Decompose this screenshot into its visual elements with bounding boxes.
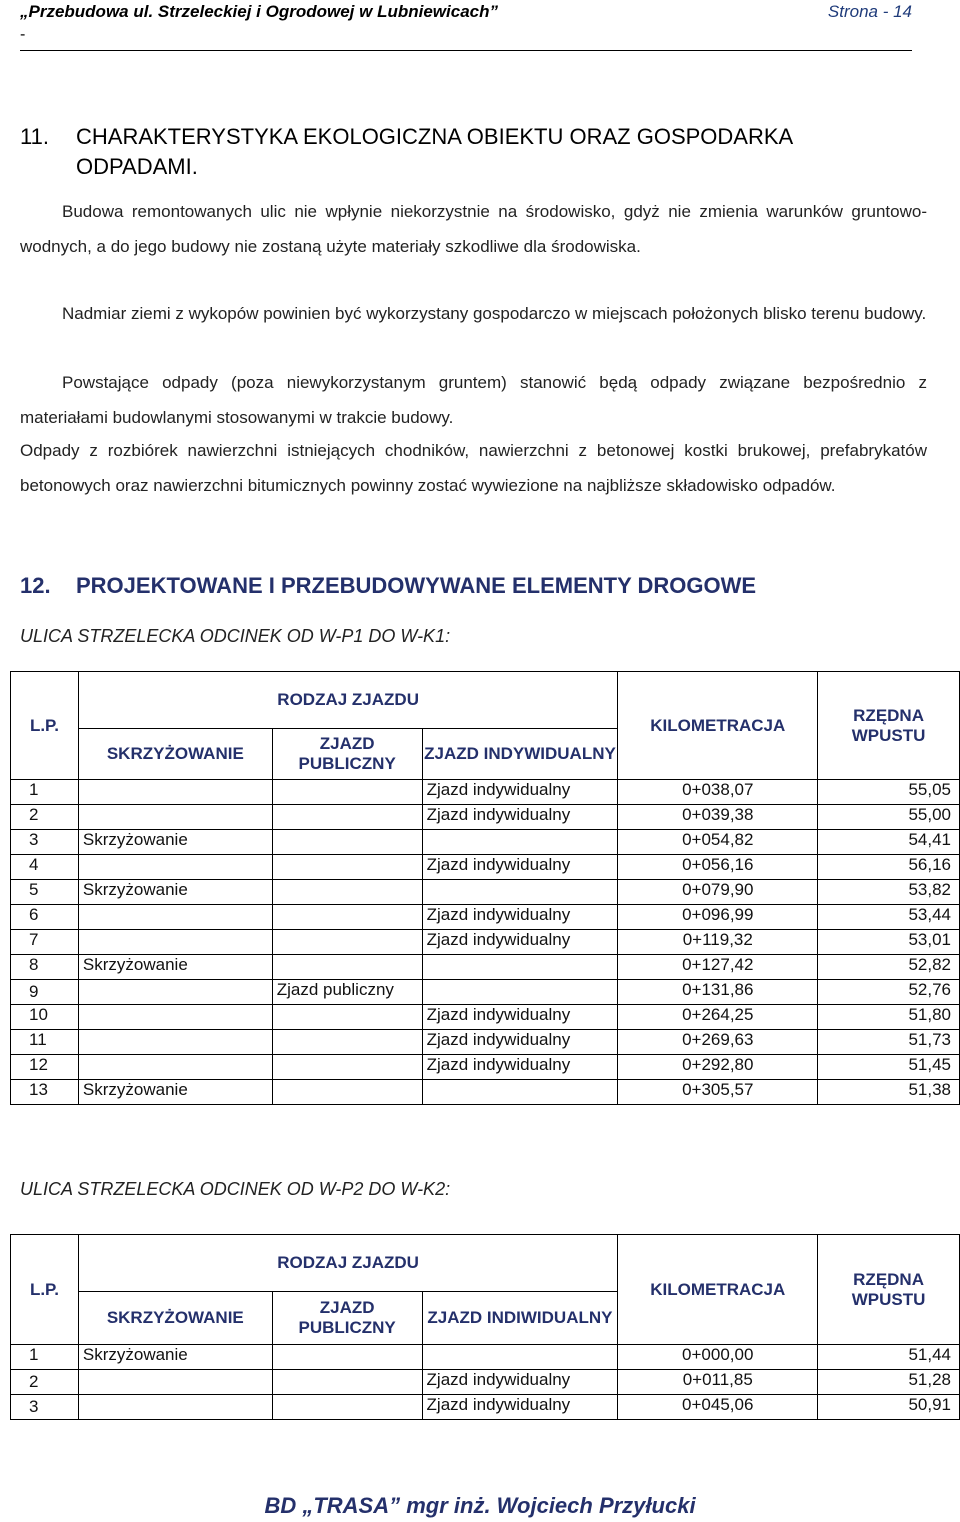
cell-zjazd-publiczny (272, 1395, 422, 1420)
table-2-subtitle: ULICA STRZELECKA ODCINEK OD W-P2 DO W-K2: (20, 1179, 451, 1199)
cell-rzedna: 51,80 (818, 1005, 960, 1030)
cell-zjazd-indywidualny: Zjazd indywidualny (422, 1370, 618, 1395)
cell-rzedna: 53,01 (818, 930, 960, 955)
cell-lp: 12 (11, 1055, 79, 1080)
cell-zjazd-indywidualny (422, 830, 618, 855)
section-11-title-line1: CHARAKTERYSTYKA EKOLOGICZNA OBIEKTU ORAZ GOSPODARKA (76, 124, 794, 149)
paragraph-2-text: Nadmiar ziemi z wykopów powinien być wykorzystany gospodarczo w miejscach położonych blisko terenu budowy. (62, 304, 927, 323)
cell-zjazd-publiczny (272, 1030, 422, 1055)
cell-kilometracja: 0+269,63 (618, 1030, 818, 1055)
table-row (11, 905, 960, 930)
cell-skrzyzowanie (78, 1030, 272, 1055)
cell-skrzyzowanie (78, 980, 272, 1005)
cell-skrzyzowanie (78, 930, 272, 955)
table-row (11, 780, 960, 805)
header-rodzaj-zjazdu: RODZAJ ZJAZDU (78, 672, 617, 729)
cell-zjazd-indywidualny: Zjazd indywidualny (422, 1055, 618, 1080)
cell-rzedna: 53,82 (818, 880, 960, 905)
cell-kilometracja: 0+119,32 (618, 930, 818, 955)
cell-zjazd-indywidualny: Zjazd indywidualny (422, 855, 618, 880)
document-title: „Przebudowa ul. Strzeleckiej i Ogrodowej w Lubniewicach” (20, 2, 498, 21)
cell-zjazd-indywidualny: Zjazd indywidualny (422, 1030, 618, 1055)
cell-skrzyzowanie (78, 855, 272, 880)
cell-zjazd-indywidualny (422, 880, 618, 905)
cell-zjazd-indywidualny: Zjazd indywidualny (422, 805, 618, 830)
cell-rzedna: 52,76 (818, 980, 960, 1005)
cell-zjazd-indywidualny (422, 1345, 618, 1370)
section-11-heading (20, 122, 793, 182)
paragraph-3 (20, 365, 927, 435)
cell-rzedna: 56,16 (818, 855, 960, 880)
paragraph-4 (20, 433, 927, 503)
cell-rzedna: 51,28 (818, 1370, 960, 1395)
cell-zjazd-publiczny (272, 955, 422, 980)
cell-skrzyzowanie: Skrzyżowanie (78, 1345, 272, 1370)
section-11-number: 11. (20, 124, 49, 149)
cell-zjazd-indywidualny (422, 1080, 618, 1105)
cell-lp: 8 (11, 955, 79, 980)
cell-zjazd-indywidualny: Zjazd indywidualny (422, 930, 618, 955)
cell-rzedna: 51,38 (818, 1080, 960, 1105)
cell-lp: 2 (11, 1370, 79, 1395)
table-row (11, 1055, 960, 1080)
cell-skrzyzowanie (78, 805, 272, 830)
cell-rzedna: 55,00 (818, 805, 960, 830)
table-1 (10, 671, 960, 1105)
table-row (11, 1395, 960, 1420)
cell-skrzyzowanie: Skrzyżowanie (78, 955, 272, 980)
header-zjazd-publiczny: ZJAZD PUBLICZNY (272, 729, 422, 780)
cell-skrzyzowanie (78, 905, 272, 930)
cell-zjazd-indywidualny (422, 955, 618, 980)
cell-skrzyzowanie (78, 780, 272, 805)
table-row (11, 830, 960, 855)
cell-zjazd-indywidualny: Zjazd indywidualny (422, 905, 618, 930)
table-row (11, 855, 960, 880)
cell-rzedna: 55,05 (818, 780, 960, 805)
cell-zjazd-publiczny (272, 1370, 422, 1395)
table-row (11, 1005, 960, 1030)
header-rzedna-wpustu: RZĘDNA WPUSTU (818, 672, 960, 780)
cell-kilometracja: 0+131,86 (618, 980, 818, 1005)
table-row (11, 980, 960, 1005)
cell-rzedna: 51,44 (818, 1345, 960, 1370)
table-1-subtitle: ULICA STRZELECKA ODCINEK OD W-P1 DO W-K1: (20, 626, 451, 646)
cell-zjazd-publiczny (272, 830, 422, 855)
cell-lp: 7 (11, 930, 79, 955)
table-row (11, 930, 960, 955)
paragraph-2 (20, 296, 927, 331)
cell-skrzyzowanie: Skrzyżowanie (78, 830, 272, 855)
cell-zjazd-publiczny: Zjazd publiczny (272, 980, 422, 1005)
section-11-title-line2: ODPADAMI. (76, 154, 198, 179)
cell-rzedna: 50,91 (818, 1395, 960, 1420)
header-dash: - (20, 26, 26, 43)
cell-rzedna: 53,44 (818, 905, 960, 930)
cell-zjazd-publiczny (272, 780, 422, 805)
table-row (11, 1030, 960, 1055)
cell-skrzyzowanie: Skrzyżowanie (78, 1080, 272, 1105)
header-zjazd-publiczny: ZJAZD PUBLICZNY (272, 1292, 422, 1345)
section-12-heading (20, 573, 756, 599)
cell-zjazd-publiczny (272, 1005, 422, 1030)
cell-lp: 3 (11, 1395, 79, 1420)
header-zjazd-indywidualny: ZJAZD INDIWIDUALNY (422, 1292, 618, 1345)
cell-kilometracja: 0+038,07 (618, 780, 818, 805)
cell-skrzyzowanie (78, 1395, 272, 1420)
paragraph-4-text: Odpady z rozbiórek nawierzchni istniejących chodników, nawierzchni z betonowej kostki brukowej, prefabrykatów betonowych oraz nawierzchni bitumicznych powinny zostać wywiezione na najbliższe składowisko odpadów. (20, 441, 927, 495)
cell-rzedna: 52,82 (818, 955, 960, 980)
header-kilometracja: KILOMETRACJA (618, 672, 818, 780)
table-row (11, 1370, 960, 1395)
table-row (11, 880, 960, 905)
cell-kilometracja: 0+054,82 (618, 830, 818, 855)
table-row (11, 805, 960, 830)
cell-lp: 10 (11, 1005, 79, 1030)
page-header (20, 2, 912, 51)
cell-zjazd-publiczny (272, 805, 422, 830)
cell-zjazd-publiczny (272, 880, 422, 905)
cell-kilometracja: 0+127,42 (618, 955, 818, 980)
cell-lp: 3 (11, 830, 79, 855)
cell-skrzyzowanie (78, 1370, 272, 1395)
cell-kilometracja: 0+264,25 (618, 1005, 818, 1030)
cell-zjazd-publiczny (272, 930, 422, 955)
cell-skrzyzowanie (78, 1005, 272, 1030)
cell-zjazd-indywidualny: Zjazd indywidualny (422, 780, 618, 805)
header-skrzyzowanie: SKRZYŻOWANIE (78, 729, 272, 780)
cell-skrzyzowanie (78, 1055, 272, 1080)
header-rodzaj-zjazdu: RODZAJ ZJAZDU (78, 1235, 617, 1292)
cell-kilometracja: 0+292,80 (618, 1055, 818, 1080)
cell-kilometracja: 0+079,90 (618, 880, 818, 905)
cell-kilometracja: 0+039,38 (618, 805, 818, 830)
section-12-title: PROJEKTOWANE I PRZEBUDOWYWANE ELEMENTY DROGOWE (76, 573, 757, 598)
cell-zjazd-publiczny (272, 1080, 422, 1105)
section-12-number: 12. (20, 573, 51, 598)
header-zjazd-indywidualny: ZJAZD INDYWIDUALNY (422, 729, 618, 780)
cell-kilometracja: 0+011,85 (618, 1370, 818, 1395)
cell-skrzyzowanie: Skrzyżowanie (78, 880, 272, 905)
paragraph-1-text: Budowa remontowanych ulic nie wpłynie niekorzystnie na środowisko, gdyż nie zmienia warunków gruntowo-wodnych, a do jego budowy nie zostaną użyte materiały szkodliwe dla środowiska. (20, 202, 927, 256)
cell-lp: 11 (11, 1030, 79, 1055)
cell-zjazd-publiczny (272, 855, 422, 880)
paragraph-1 (20, 194, 927, 264)
header-skrzyzowanie: SKRZYŻOWANIE (78, 1292, 272, 1345)
paragraph-3-text: Powstające odpady (poza niewykorzystanym gruntem) stanowić będą odpady związane bezpośrednio z materiałami budowlanymi stosowanymi w trakcie budowy. (20, 373, 927, 427)
header-rzedna-wpustu: RZĘDNA WPUSTU (818, 1235, 960, 1345)
table-row (11, 1080, 960, 1105)
cell-lp: 1 (11, 780, 79, 805)
cell-lp: 9 (11, 980, 79, 1005)
cell-zjazd-publiczny (272, 1345, 422, 1370)
page-number: Strona - 14 (827, 2, 912, 21)
cell-rzedna: 51,73 (818, 1030, 960, 1055)
table-row (11, 1345, 960, 1370)
cell-zjazd-indywidualny: Zjazd indywidualny (422, 1395, 618, 1420)
cell-kilometracja: 0+096,99 (618, 905, 818, 930)
footer-company: BD „TRASA” mgr inż. Wojciech Przyłucki (264, 1493, 696, 1518)
cell-kilometracja: 0+000,00 (618, 1345, 818, 1370)
cell-rzedna: 54,41 (818, 830, 960, 855)
cell-kilometracja: 0+045,06 (618, 1395, 818, 1420)
cell-rzedna: 51,45 (818, 1055, 960, 1080)
header-kilometracja: KILOMETRACJA (618, 1235, 818, 1345)
cell-lp: 2 (11, 805, 79, 830)
cell-zjazd-publiczny (272, 1055, 422, 1080)
cell-lp: 4 (11, 855, 79, 880)
cell-lp: 6 (11, 905, 79, 930)
header-lp: L.P. (11, 1235, 79, 1345)
cell-lp: 13 (11, 1080, 79, 1105)
cell-zjazd-indywidualny (422, 980, 618, 1005)
table-2 (10, 1234, 960, 1420)
cell-kilometracja: 0+056,16 (618, 855, 818, 880)
cell-kilometracja: 0+305,57 (618, 1080, 818, 1105)
header-lp: L.P. (11, 672, 79, 780)
cell-lp: 1 (11, 1345, 79, 1370)
cell-zjazd-indywidualny: Zjazd indywidualny (422, 1005, 618, 1030)
cell-zjazd-publiczny (272, 905, 422, 930)
cell-lp: 5 (11, 880, 79, 905)
table-row (11, 955, 960, 980)
